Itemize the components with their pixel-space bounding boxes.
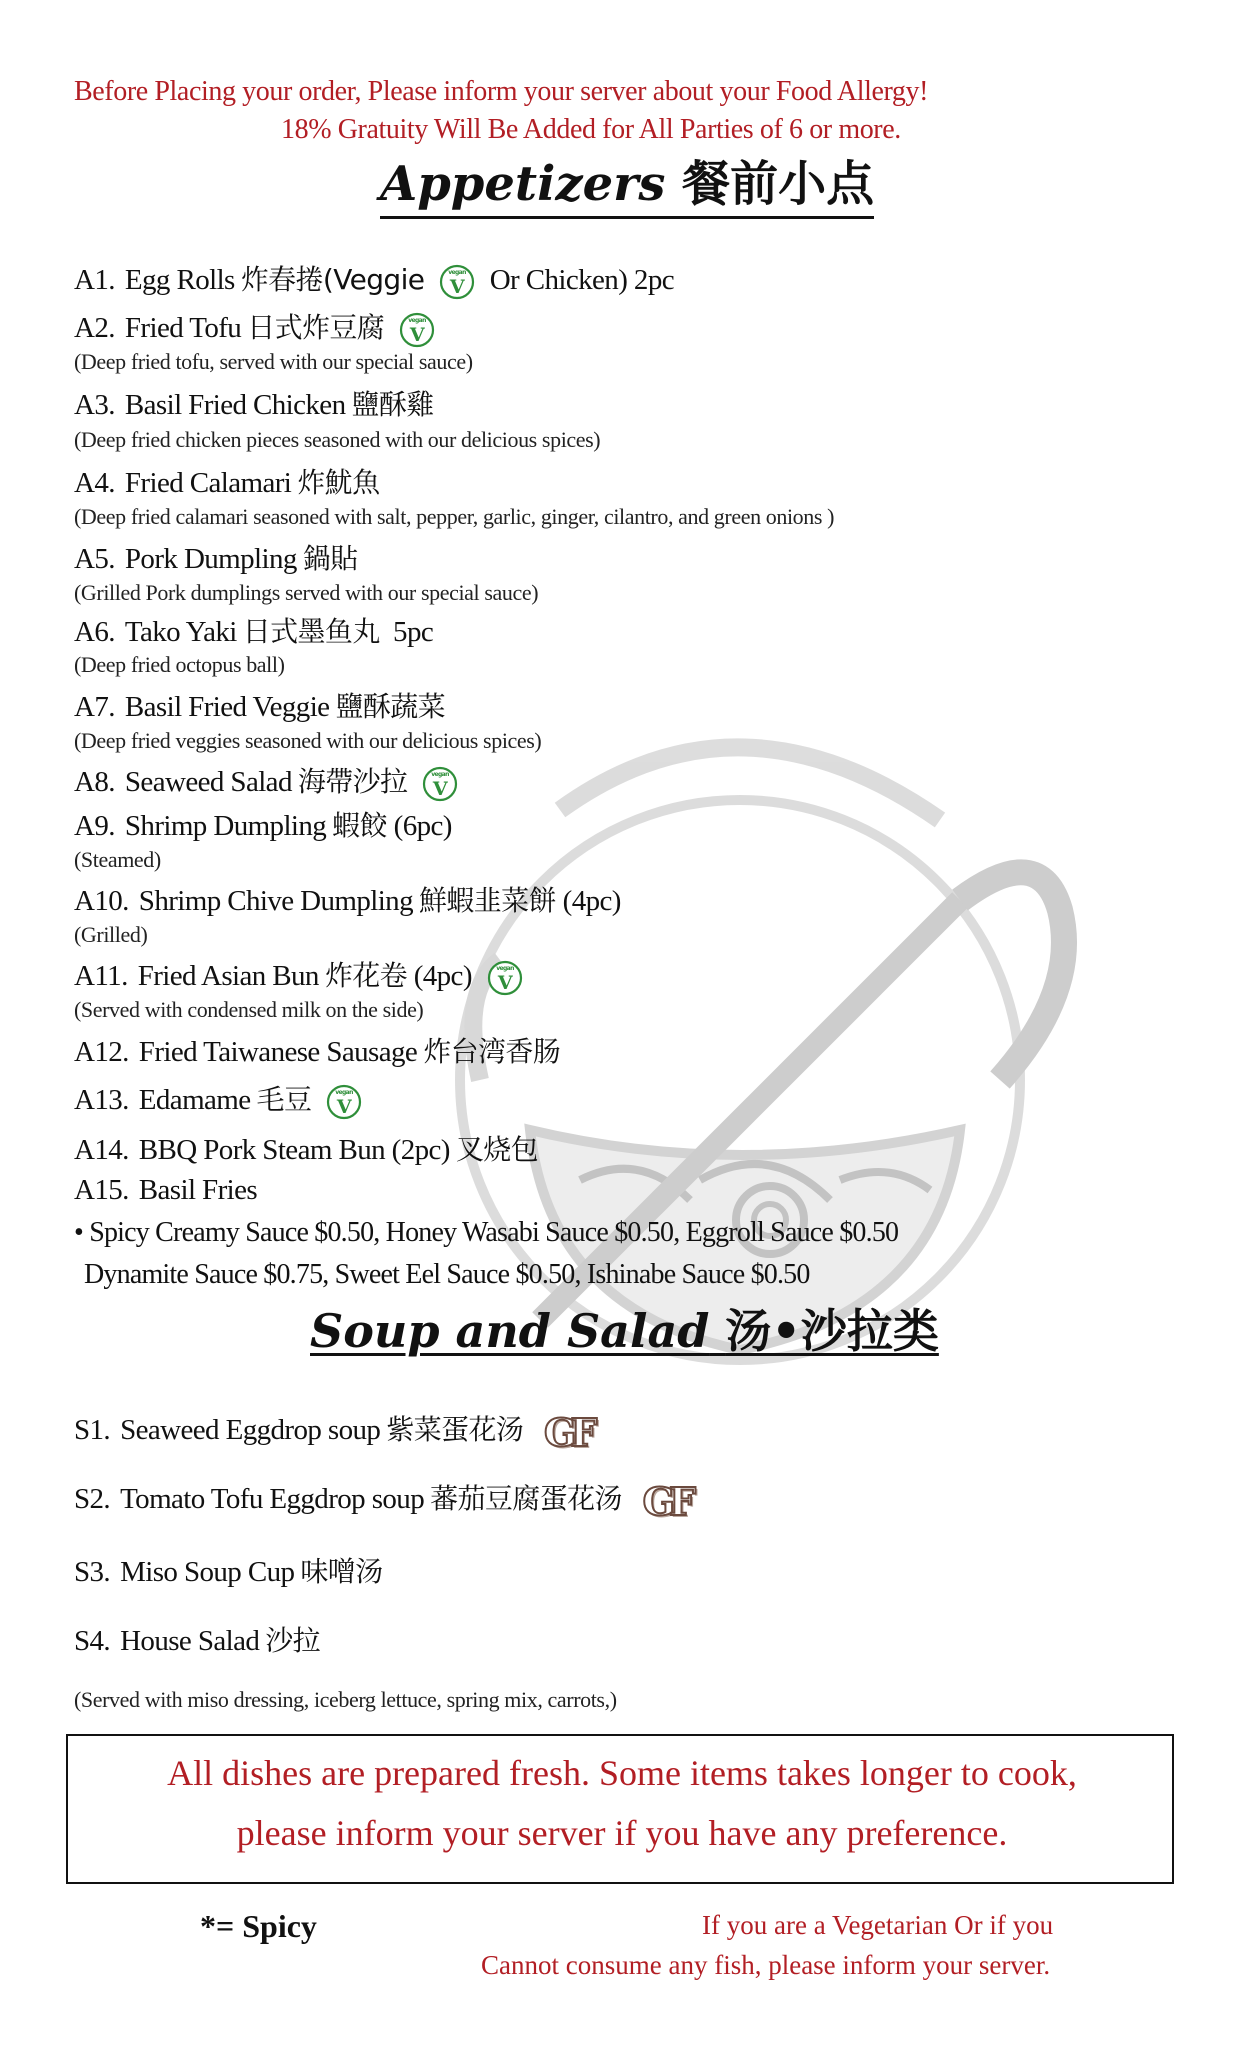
gluten-free-icon: GF	[642, 1478, 691, 1524]
allergy-notice: Before Placing your order, Please inform your server about your Food Allergy!	[74, 76, 929, 107]
vegetarian-notice-line-1: If you are a Vegetarian Or if you	[702, 1910, 1054, 1940]
menu-item-a9: A9. Shrimp Dumpling 蝦餃 (6pc)	[74, 809, 452, 842]
menu-item-s1: S1. Seaweed Eggdrop soup 紫菜蛋花汤 GF	[74, 1409, 592, 1455]
menu-item-a6-desc: (Deep fried octopus ball)	[74, 652, 285, 677]
menu-item-a7: A7. Basil Fried Veggie 鹽酥蔬菜	[74, 690, 446, 723]
menu-item-a2-desc: (Deep fried tofu, served with our special sauce)	[74, 349, 473, 374]
menu-item-s2: S2. Tomato Tofu Eggdrop soup 蕃茄豆腐蛋花汤 GF	[74, 1478, 691, 1524]
menu-item-a8: A8. Seaweed Salad 海帶沙拉	[74, 760, 466, 802]
menu-item-a10-desc: (Grilled)	[74, 922, 148, 947]
fresh-notice-line-1: All dishes are prepared fresh. Some items takes longer to cook,	[167, 1753, 1077, 1793]
vegan-icon	[422, 766, 458, 802]
fresh-notice-line-2: please inform your server if you have any preference.	[236, 1813, 1008, 1853]
vegan-icon	[439, 264, 475, 300]
menu-item-a11: A11. Fried Asian Bun 炸花卷 (4pc)	[74, 954, 531, 996]
appetizers-heading: Appetizers 餐前小点	[380, 145, 874, 219]
menu-item-a2: A2. Fried Tofu 日式炸豆腐	[74, 306, 443, 348]
menu-item-a5: A5. Pork Dumpling 鍋貼	[74, 542, 358, 575]
menu-item-a6: A6. Tako Yaki 日式墨鱼丸 5pc	[74, 615, 434, 648]
menu-item-s3: S3. Miso Soup Cup 味噌汤	[74, 1555, 383, 1588]
gluten-free-icon: GF	[543, 1409, 592, 1455]
menu-item-a3-desc: (Deep fried chicken pieces seasoned with our delicious spices)	[74, 427, 601, 452]
soup-salad-heading: Soup and Salad 汤•沙拉类	[310, 1304, 939, 1358]
menu-item-s4-desc: (Served with miso dressing, iceberg lettuce, spring mix, carrots,)	[74, 1687, 617, 1712]
menu-item-a12: A12. Fried Taiwanese Sausage 炸台湾香肠	[74, 1035, 561, 1068]
vegetarian-notice-line-2: Cannot consume any fish, please inform your server.	[481, 1950, 1051, 1980]
sauce-prices-line-2: Dynamite Sauce $0.75, Sweet Eel Sauce $0.50, Ishinabe Sauce $0.50	[84, 1259, 810, 1290]
menu-item-a15: A15. Basil Fries	[74, 1174, 258, 1206]
gratuity-notice: 18% Gratuity Will Be Added for All Parties of 6 or more.	[281, 114, 901, 145]
menu-item-a7-desc: (Deep fried veggies seasoned with our delicious spices)	[74, 728, 542, 753]
menu-item-a5-desc: (Grilled Pork dumplings served with our special sauce)	[74, 580, 539, 605]
menu-item-a4: A4. Fried Calamari 炸魷魚	[74, 466, 380, 499]
menu-item-a3: A3. Basil Fried Chicken 鹽酥雞	[74, 388, 434, 421]
menu-item-a11-desc: (Served with condensed milk on the side)	[74, 997, 424, 1022]
vegan-icon	[326, 1084, 362, 1120]
menu-item-a10: A10. Shrimp Chive Dumpling 鮮蝦韭菜餅 (4pc)	[74, 884, 621, 917]
menu-item-a14: A14. BBQ Pork Steam Bun (2pc) 叉烧包	[74, 1133, 539, 1166]
vegan-icon	[399, 312, 435, 348]
menu-item-a9-desc: (Steamed)	[74, 847, 161, 872]
vegan-icon	[487, 960, 523, 996]
menu-item-a13: A13. Edamame 毛豆	[74, 1078, 370, 1120]
sauce-prices-line-1: • Spicy Creamy Sauce $0.50, Honey Wasabi Sauce $0.50, Eggroll Sauce $0.50	[74, 1217, 899, 1248]
menu-item-s4: S4. House Salad 沙拉	[74, 1624, 321, 1657]
fresh-notice-box	[66, 1734, 1174, 1884]
menu-item-a4-desc: (Deep fried calamari seasoned with salt, pepper, garlic, ginger, cilantro, and green onions )	[74, 504, 835, 529]
spicy-legend: *= Spicy	[200, 1908, 317, 1944]
menu-item-a1: A1. Egg Rolls 炸春捲(Veggie Or Chicken) 2pc	[74, 258, 674, 300]
